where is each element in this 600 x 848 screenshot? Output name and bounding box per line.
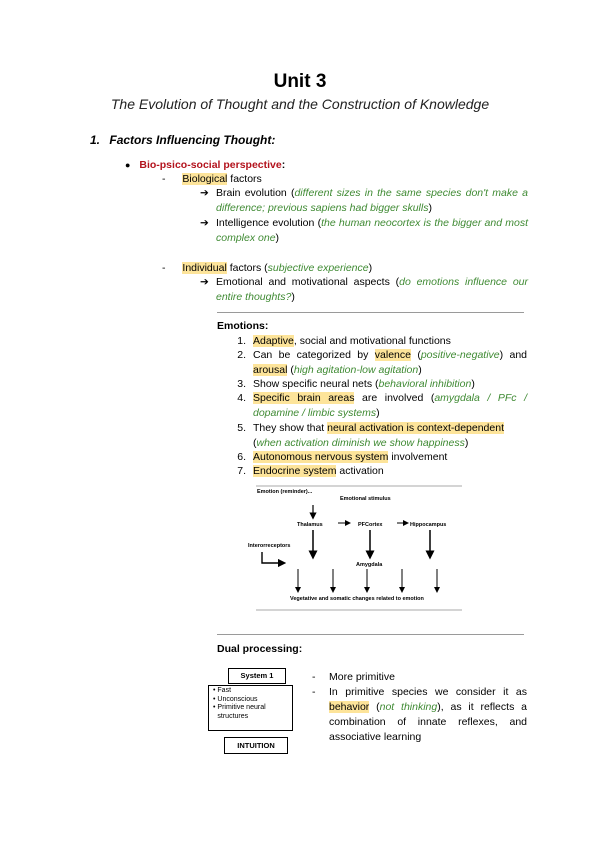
- diagram-stimulus: Emotional stimulus: [340, 496, 391, 502]
- dual-bullet-primitive: More primitive: [329, 671, 395, 683]
- page-title: Unit 3: [273, 71, 327, 92]
- perspective-item: ● Bio-psico-social perspective:: [125, 159, 286, 171]
- dual-bullet-behavior: In primitive species we consider it as behavior (not thinking), as it reflects a combination of innate reflexes, and associative learning: [329, 686, 527, 743]
- arrow-elbow-icon: [262, 552, 282, 563]
- biological-label: Biological: [182, 173, 228, 185]
- list-item: Can be categorized by valence (positive-negative) and arousal (high agitation-low agitation): [253, 349, 528, 376]
- list-item: They show that neural activation is context-dependent (when activation diminish we show happiness): [253, 422, 504, 449]
- individual-label: Individual: [182, 262, 227, 274]
- dual-processing-heading: Dual processing:: [217, 643, 303, 655]
- dash-marker: -: [162, 262, 166, 274]
- section-title: Factors Influencing Thought:: [109, 133, 276, 147]
- dash-marker: -: [312, 671, 316, 683]
- diagram-corner-label: Emotion (reminder)...: [257, 489, 313, 495]
- emotional-aspects-item: Emotional and motivational aspects (do emotions influence our entire thoughts?): [216, 276, 528, 303]
- diagram-thalamus: Thalamus: [297, 522, 323, 528]
- diagram-amygdala: Amygdala: [356, 562, 383, 568]
- section-heading: [90, 133, 275, 147]
- diagram-pfcortex: PFCortex: [358, 522, 383, 528]
- system1-title: System 1: [228, 668, 286, 684]
- page-subtitle: The Evolution of Thought and the Construction of Knowledge: [110, 96, 490, 112]
- diagram-changes: Vegetative and somatic changes related to emotion: [290, 596, 424, 602]
- brain-evolution-item: Brain evolution (different sizes in the same species don't make a difference; previous sapiens had bigger skulls): [216, 187, 529, 214]
- system1-card: [206, 665, 294, 758]
- arrow-icon: ➔: [200, 217, 209, 229]
- list-item: Show specific neural nets (behavioral inhibition): [253, 378, 475, 390]
- arrow-icon: ➔: [200, 187, 209, 199]
- bullet-dot: ●: [125, 160, 131, 170]
- biological-suffix: factors: [227, 173, 262, 185]
- perspective-label: Bio-psico-social perspective: [139, 159, 282, 171]
- list-item: Specific brain areas are involved (amygdala / PFc / dopamine / limbic systems): [253, 392, 528, 419]
- diagram-interoreceptors: Interorreceptors: [248, 543, 291, 549]
- section-number: 1.: [90, 133, 101, 147]
- individual-item: - Individual factors (subjective experience): [162, 262, 373, 274]
- list-item: Adaptive, social and motivational functions: [253, 335, 451, 347]
- emotions-heading: Emotions:: [217, 320, 269, 332]
- biological-item: [162, 172, 262, 187]
- divider: [217, 634, 524, 635]
- list-item: Autonomous nervous system involvement: [253, 451, 448, 463]
- dash-marker: -: [312, 686, 316, 698]
- dash-marker: -: [162, 173, 166, 185]
- arrow-icon: ➔: [200, 276, 209, 288]
- system1-points: • Fast • Unconscious • Primitive neural structures: [208, 685, 293, 731]
- intuition-label: INTUITION: [224, 737, 288, 754]
- diagram-hippocampus: Hippocampus: [410, 522, 447, 528]
- list-item: Endocrine system activation: [253, 465, 384, 477]
- intelligence-evolution-item: Intelligence evolution (the human neocortex is the bigger and most complex one): [216, 217, 529, 244]
- emotion-diagram: [240, 480, 465, 615]
- divider: [217, 312, 524, 313]
